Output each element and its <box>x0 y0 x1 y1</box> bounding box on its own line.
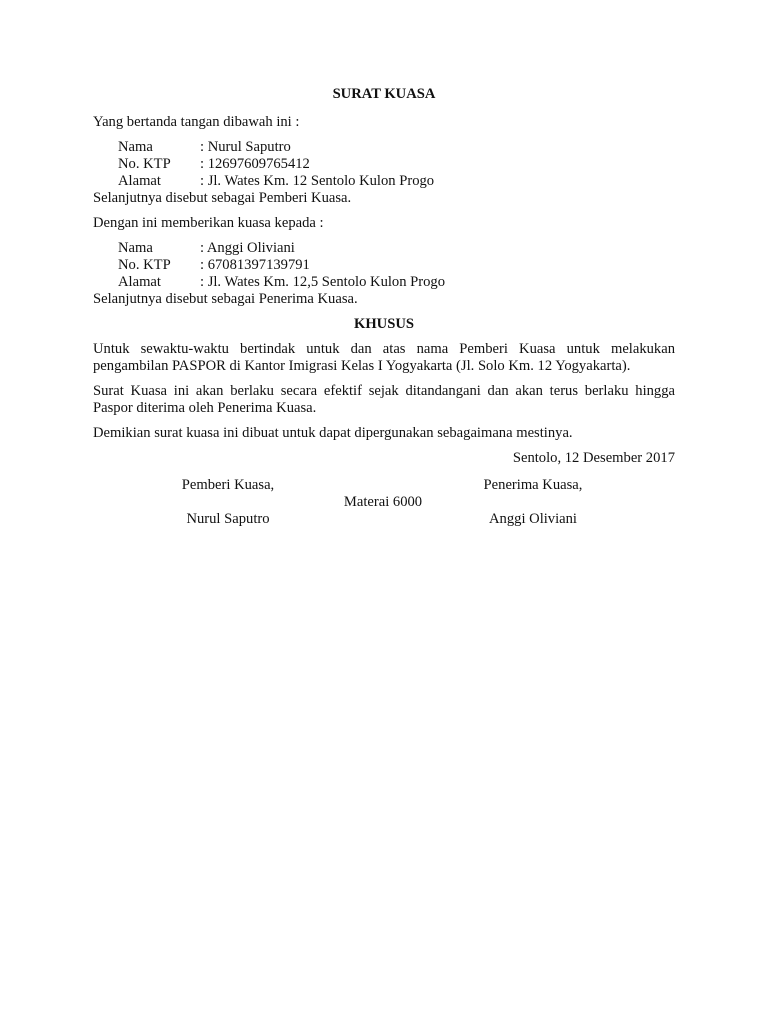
stamp-duty-label: Materai 6000 <box>343 494 423 510</box>
field-label: Alamat <box>118 173 161 189</box>
field-value: : Jl. Wates Km. 12 Sentolo Kulon Progo <box>200 173 435 189</box>
place-date: Sentolo, 12 Desember 2017 <box>512 450 675 466</box>
field-label: Nama <box>118 240 153 256</box>
field-label: No. KTP <box>118 257 171 273</box>
grantor-name-row <box>93 139 675 156</box>
field-value: : 67081397139791 <box>200 257 310 273</box>
grantee-signature <box>438 477 628 528</box>
body-paragraph-closing: Demikian surat kuasa ini dibuat untuk dapat dipergunakan sebagaimana mestinya. <box>93 425 573 441</box>
transfer-intro: Dengan ini memberikan kuasa kepada : <box>93 215 324 231</box>
field-value: : Nurul Saputro <box>200 139 291 155</box>
grantor-role: Pemberi Kuasa, <box>181 477 275 493</box>
grantor-identity <box>93 139 675 190</box>
section-title: KHUSUS <box>353 316 414 332</box>
grantee-ktp-row <box>93 257 675 274</box>
body-paragraph-validity: Surat Kuasa ini akan berlaku secara efektif sejak ditandangani dan akan terus berlaku hingga Paspor diterima oleh Penerima Kuasa. <box>93 383 675 416</box>
grantor-signature-name: Nurul Saputro <box>186 511 270 527</box>
grantor-closing: Selanjutnya disebut sebagai Pemberi Kuasa. <box>93 190 352 206</box>
intro-text: Yang bertanda tangan dibawah ini : <box>93 114 300 130</box>
field-label: No. KTP <box>118 156 171 172</box>
body-paragraph-purpose: Untuk sewaktu-waktu bertindak untuk dan atas nama Pemberi Kuasa untuk melakukan pengambilan PASPOR di Kantor Imigrasi Kelas I Yogyakarta (Jl. Solo Km. 12 Yogyakarta). <box>93 341 675 374</box>
grantee-closing: Selanjutnya disebut sebagai Penerima Kuasa. <box>93 291 358 307</box>
field-value: : Jl. Wates Km. 12,5 Sentolo Kulon Progo <box>200 274 446 290</box>
letter-page <box>93 86 675 537</box>
field-label: Nama <box>118 139 153 155</box>
grantee-signature-name: Anggi Oliviani <box>489 511 577 527</box>
grantee-role: Penerima Kuasa, <box>483 477 583 493</box>
grantee-name-row <box>93 240 675 257</box>
field-value: : Anggi Oliviani <box>200 240 295 256</box>
field-label: Alamat <box>118 274 161 290</box>
grantee-identity <box>93 240 675 291</box>
signature-block <box>93 477 675 537</box>
field-value: : 12697609765412 <box>200 156 310 172</box>
grantee-address-row <box>93 274 675 291</box>
letter-title: SURAT KUASA <box>332 86 436 102</box>
grantor-address-row <box>93 173 675 190</box>
grantor-ktp-row <box>93 156 675 173</box>
